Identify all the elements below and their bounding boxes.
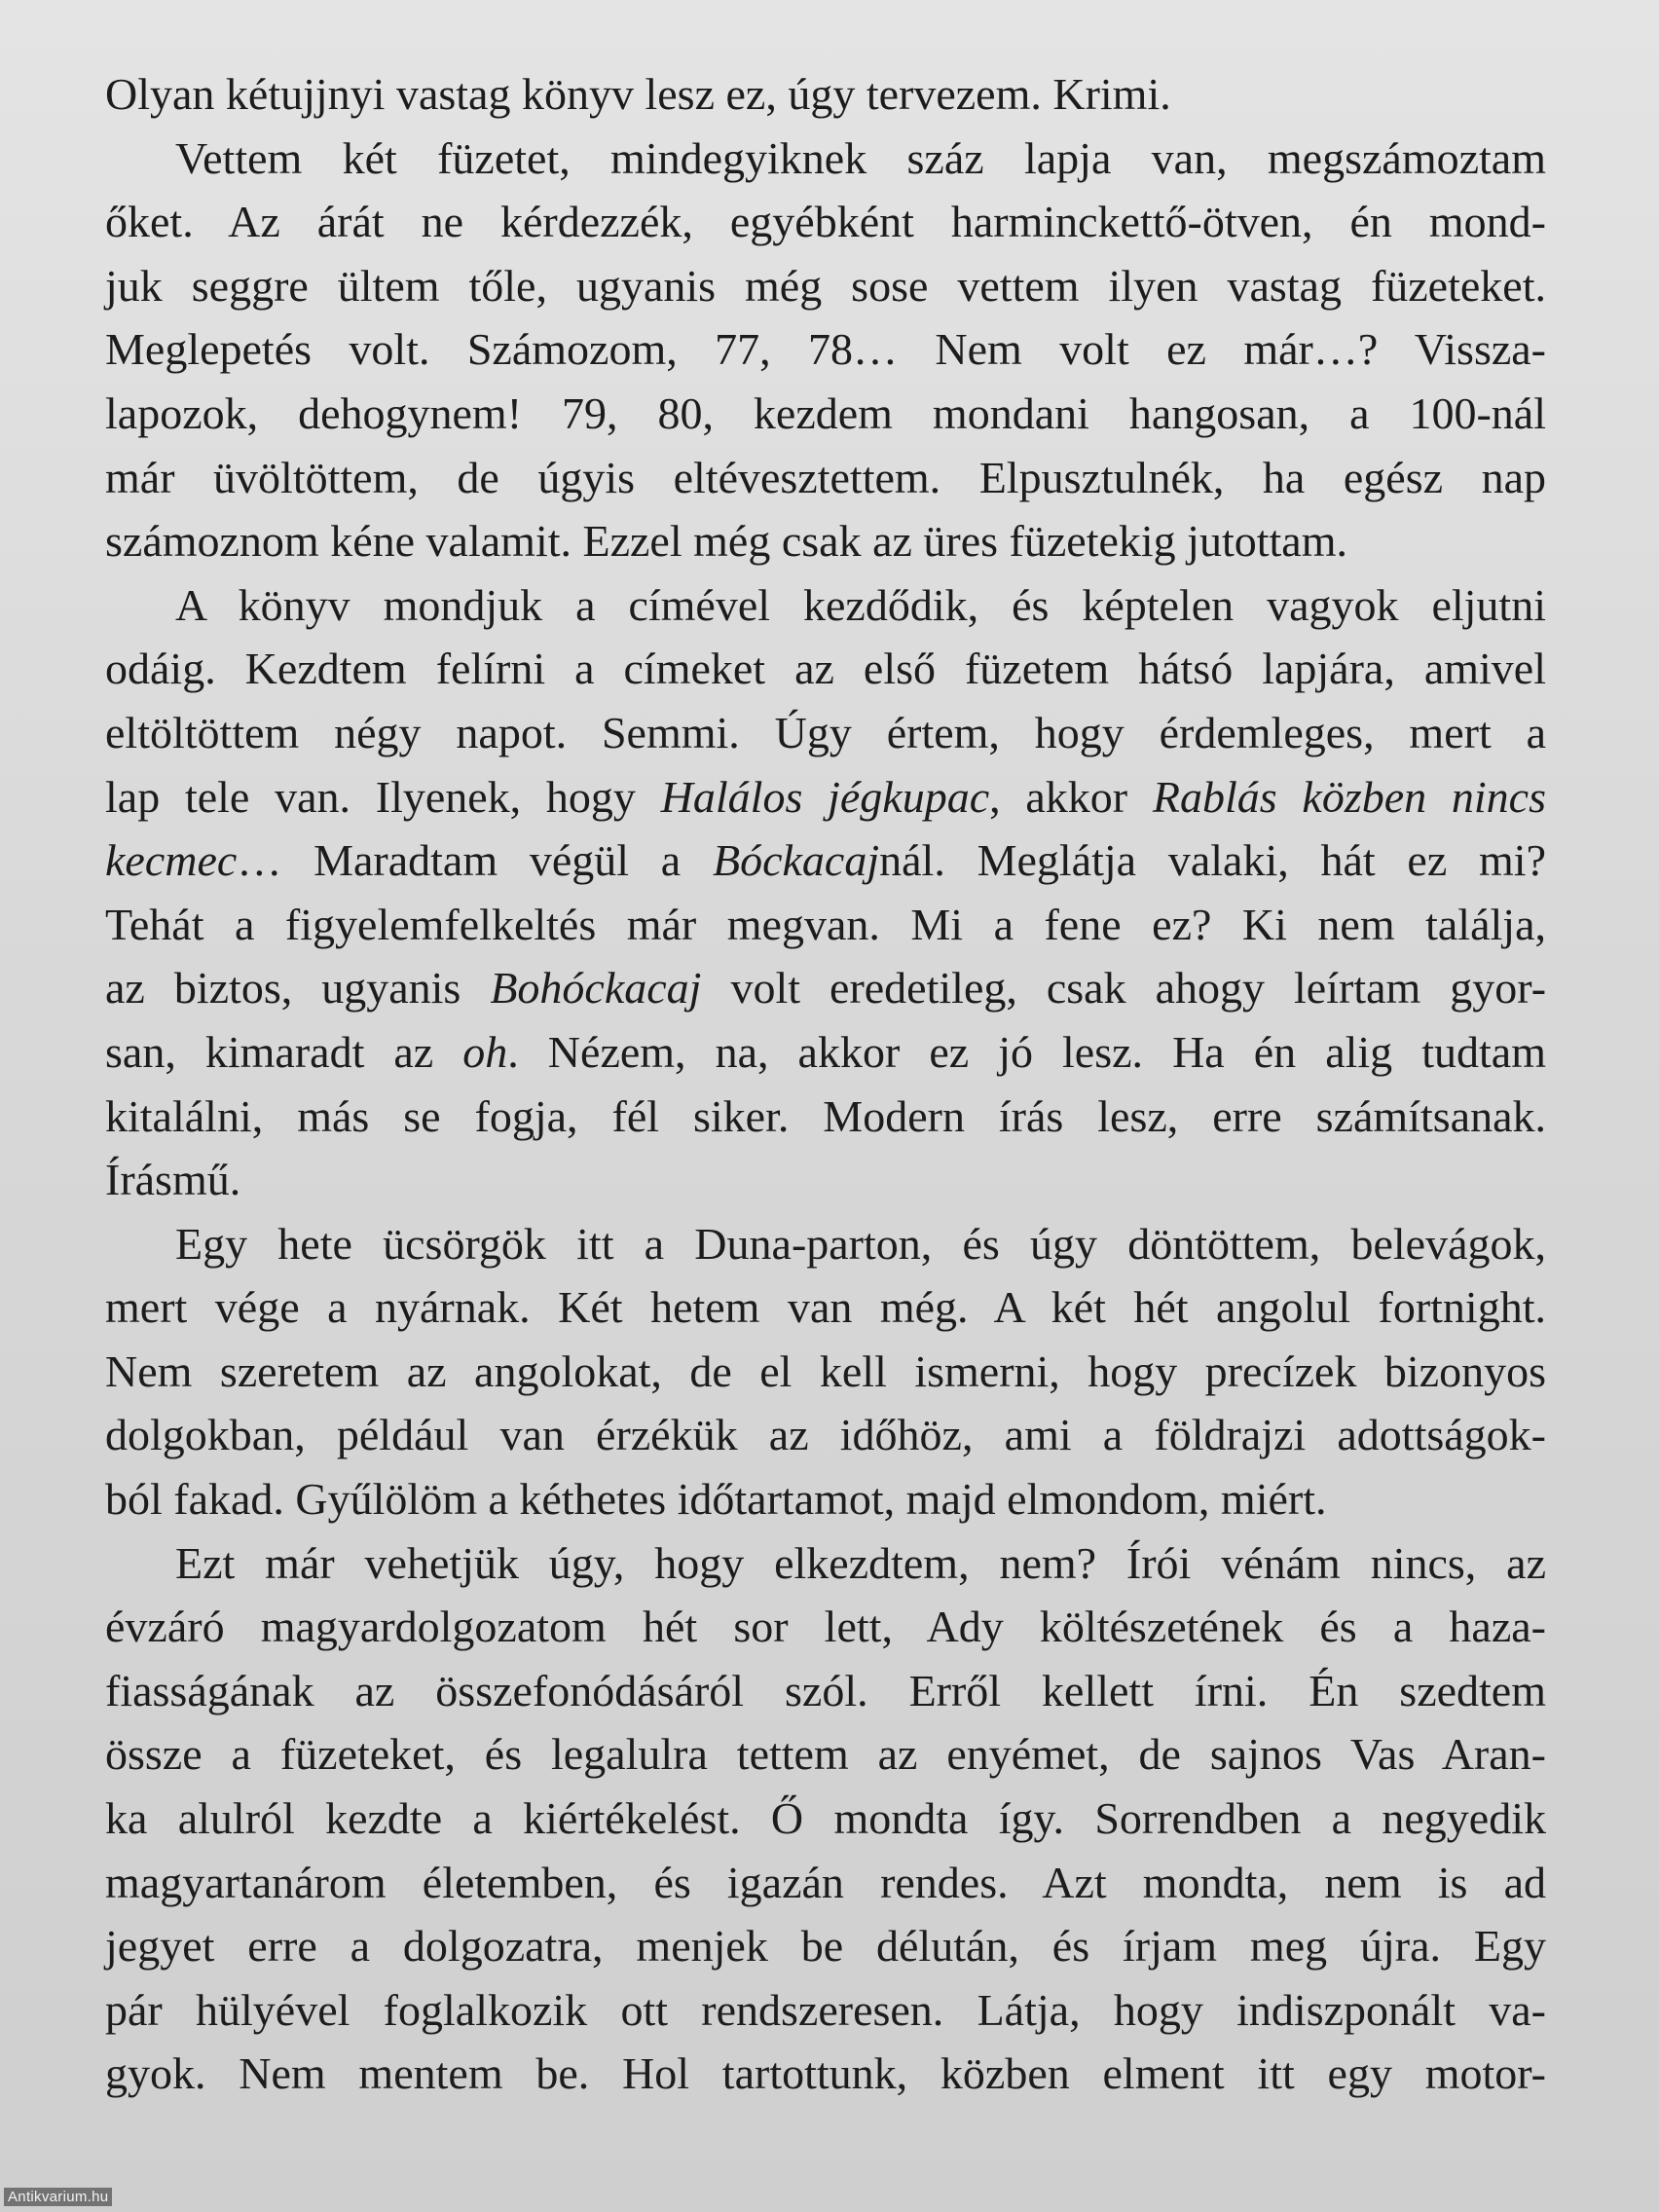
text-line: Tehát a figyelemfelkeltés már megvan. Mi a fene ez? Ki nem találja, [105, 899, 1546, 949]
text-line: lapozok, dehogynem! 79, 80, kezdem mondani hangosan, a 100-nál [105, 387, 1546, 438]
text-line: pár hülyével foglalkozik ott rendszeresen. Látja, hogy indiszponált va- [105, 1984, 1546, 2035]
text-line [105, 829, 1546, 893]
italic-text: Rablás közben nincs [1152, 771, 1546, 822]
text-line: kitalálni, más se fogja, fél siker. Modern írás lesz, erre számítsanak. [105, 1090, 1546, 1141]
text-line: fiasságának az összefonódásáról szól. Erről kellett írni. Én szedtem [105, 1665, 1546, 1715]
text-segment: . Nézem, na, akkor ez jó lesz. Ha én alig tudtam [507, 1026, 1546, 1077]
text-line: Meglepetés volt. Számozom, 77, 78… Nem volt ez már…? Vissza- [105, 324, 1546, 375]
italic-text: Halálos jégkupac [660, 771, 990, 822]
text-line: ka alulról kezdte a kiértékelést. Ő mondta így. Sorrendben a negyedik [105, 1793, 1546, 1844]
italic-text: oh [462, 1026, 508, 1077]
text-segment: … Maradtam végül a [237, 835, 713, 886]
text-segment: san, kimaradt az [105, 1026, 463, 1077]
text-segment: , akkor [989, 771, 1153, 822]
text-segment: az biztos, ugyanis [105, 963, 491, 1014]
text-line: gyok. Nem mentem be. Hol tartottunk, közben elment itt egy motor- [105, 2048, 1546, 2099]
text-line: dolgokban, például van érzékük az időhöz, ami a földrajzi adottságok- [105, 1410, 1546, 1460]
text-line: mert vége a nyárnak. Két hetem van még. A két hét angolul fortnight. [105, 1282, 1546, 1333]
text-line: Vettem két füzetet, mindegyiknek száz lapja van, megszámoztam [175, 132, 1546, 183]
text-line: juk seggre ültem tőle, ugyanis még sose vettem ilyen vastag füzeteket. [105, 260, 1546, 311]
italic-text: Bohóckacaj [490, 963, 702, 1014]
text-line: ból fakad. Gyűlölöm a kéthetes időtartamot, majd elmondom, miért. [105, 1474, 1327, 1525]
text-line: odáig. Kezdtem felírni a címeket az első füzetem hátsó lapjára, amivel [105, 644, 1546, 694]
text-line: már üvöltöttem, de úgyis eltévesztettem. Elpusztulnék, ha egész nap [105, 452, 1546, 502]
book-page [105, 62, 1546, 2156]
watermark: Antikvarium.hu [4, 2188, 112, 2206]
text-line: évzáró magyardolgozatom hét sor lett, Ady költészetének és a haza- [105, 1602, 1546, 1652]
italic-text: kecmec [105, 835, 238, 886]
text-line [105, 1020, 1546, 1085]
text-segment: lap tele van. Ilyenek, hogy [105, 771, 661, 822]
italic-text: Bóckacaj [712, 835, 880, 886]
text-line: őket. Az árát ne kérdezzék, egyébként harminckettő-ötven, én mond- [105, 197, 1546, 247]
text-line: jegyet erre a dolgozatra, menjek be délután, és írjam meg újra. Egy [105, 1921, 1546, 1972]
text-segment: volt eredetileg, csak ahogy leírtam gyor- [701, 963, 1547, 1014]
text-line: össze a füzeteket, és legalulra tettem az enyémet, de sajnos Vas Aran- [105, 1729, 1546, 1780]
text-line: magyartanárom életemben, és igazán rendes. Azt mondta, nem is ad [105, 1857, 1546, 1907]
text-line: eltöltöttem négy napot. Semmi. Úgy értem, hogy érdemleges, mert a [105, 707, 1546, 757]
text-line: A könyv mondjuk a címével kezdődik, és képtelen vagyok eljutni [175, 579, 1546, 630]
text-line [105, 765, 1546, 830]
text-line: Ezt már vehetjük úgy, hogy elkezdtem, nem? Írói vénám nincs, az [175, 1537, 1546, 1588]
text-line [105, 956, 1546, 1020]
page-text-body [105, 62, 1546, 2106]
text-line: Nem szeretem az angolokat, de el kell ismerni, hogy precízek bizonyos [105, 1346, 1546, 1396]
text-line: számoznom kéne valamit. Ezzel még csak az üres füzetekig jutottam. [105, 516, 1347, 567]
text-line: Egy hete ücsörgök itt a Duna-parton, és úgy döntöttem, belevágok, [175, 1218, 1546, 1269]
text-line: Olyan kétujjnyi vastag könyv lesz ez, úgy tervezem. Krimi. [105, 69, 1171, 119]
text-line: Írásmű. [105, 1155, 241, 1205]
text-segment: nál. Meglátja valaki, hát ez mi? [879, 835, 1546, 886]
